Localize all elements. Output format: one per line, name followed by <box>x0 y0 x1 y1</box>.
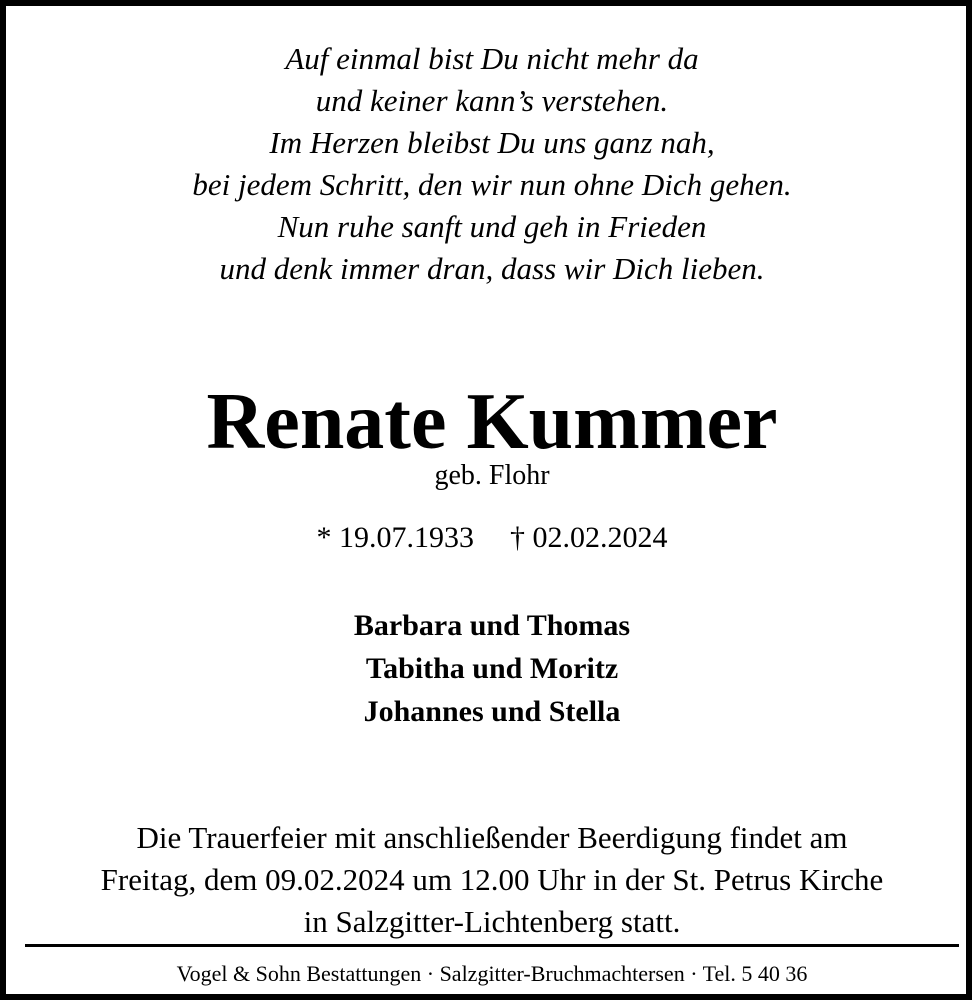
deceased-name: Renate Kummer <box>206 378 778 466</box>
poem-line: und denk immer dran, dass wir Dich lieben. <box>219 251 765 286</box>
funeral-home-footer: Vogel & Sohn Bestattungen · Salzgitter-Bruchmachtersen · Tel. 5 40 36 <box>176 961 808 986</box>
funeral-notice-line: Freitag, dem 09.02.2024 um 12.00 Uhr in der St. Petrus Kirche <box>100 862 884 897</box>
poem-line: bei jedem Schritt, den wir nun ohne Dich gehen. <box>192 167 792 202</box>
funeral-notice-line: Die Trauerfeier mit anschließender Beerdigung findet am <box>136 820 848 855</box>
poem-line: und keiner kann’s verstehen. <box>315 83 669 118</box>
birth-date: * 19.07.1933 <box>316 521 474 554</box>
footer-divider <box>25 944 959 947</box>
life-dates <box>6 519 972 557</box>
maiden-name: geb. Flohr <box>434 460 550 491</box>
mourner-line: Johannes und Stella <box>363 695 621 728</box>
funeral-notice <box>6 817 972 943</box>
memorial-poem <box>6 38 972 290</box>
poem-line: Nun ruhe sanft und geh in Frieden <box>277 209 707 244</box>
poem-line: Im Herzen bleibst Du uns ganz nah, <box>269 125 715 160</box>
mourner-line: Barbara und Thomas <box>353 609 631 642</box>
poem-line: Auf einmal bist Du nicht mehr da <box>285 41 699 76</box>
funeral-notice-line: in Salzgitter-Lichtenberg statt. <box>303 904 681 939</box>
mourner-line: Tabitha und Moritz <box>365 652 619 685</box>
mourners-list <box>6 604 972 733</box>
death-date: † 02.02.2024 <box>510 521 668 554</box>
